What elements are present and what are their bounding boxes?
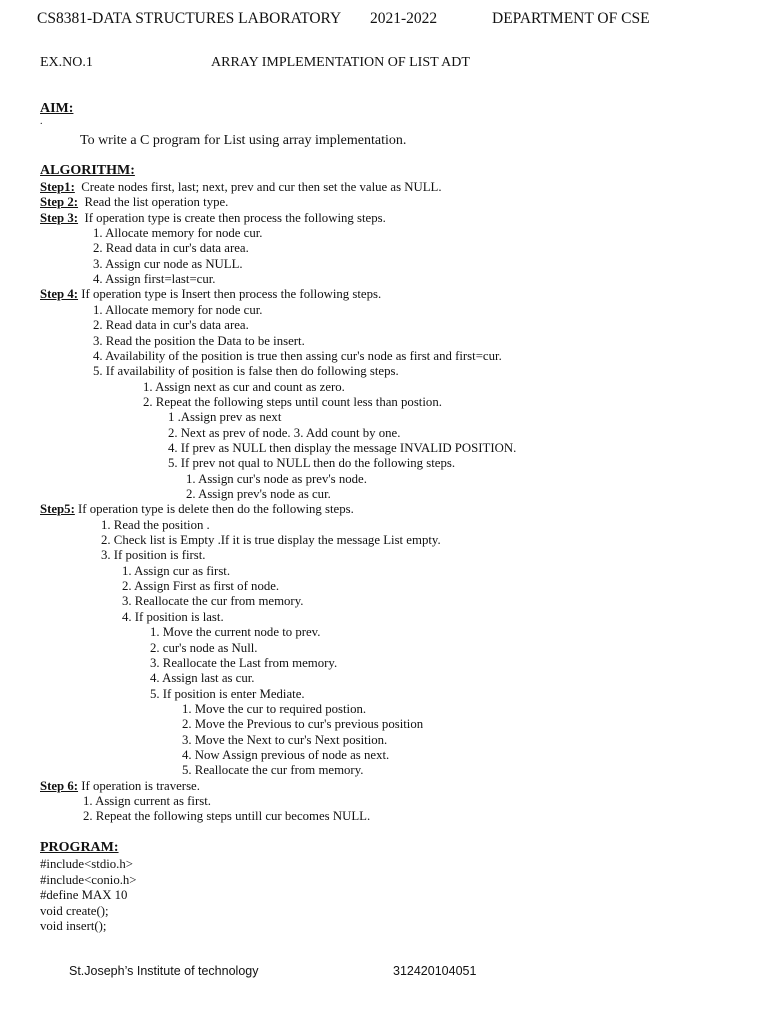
step-text: 2. Next as prev of node. 3. Add count by one. bbox=[168, 425, 401, 440]
algorithm-line bbox=[122, 579, 279, 594]
algorithm-line bbox=[40, 180, 442, 195]
algorithm-line bbox=[168, 456, 455, 471]
step-text: 2. Move the Previous to cur's previous position bbox=[182, 717, 424, 732]
algorithm-line bbox=[40, 502, 354, 517]
algorithm-line bbox=[150, 641, 258, 656]
algorithm-line bbox=[101, 533, 441, 548]
algorithm-line bbox=[40, 779, 200, 794]
department: DEPARTMENT OF CSE bbox=[492, 10, 650, 27]
algorithm-line bbox=[122, 610, 224, 625]
algorithm-line bbox=[122, 594, 303, 609]
algorithm-line bbox=[93, 226, 263, 241]
algorithm-line bbox=[186, 472, 367, 487]
step-label: Step1: bbox=[40, 180, 75, 194]
step-text: 5. Reallocate the cur from memory. bbox=[182, 763, 364, 778]
step-text: 4. Assign first=last=cur. bbox=[93, 272, 216, 287]
step-label: Step5: bbox=[40, 502, 75, 517]
step-text: 3. Read the position the Data to be insert. bbox=[93, 333, 305, 348]
step-label: Step 6: bbox=[40, 778, 79, 793]
algorithm-line bbox=[122, 564, 230, 579]
step-text: 4. Now Assign previous of node as next. bbox=[182, 747, 390, 762]
algorithm-line bbox=[168, 441, 516, 456]
algorithm-line bbox=[93, 257, 243, 272]
algorithm-line bbox=[186, 487, 331, 502]
algorithm-line bbox=[93, 318, 249, 333]
step-text: 2. Repeat the following steps until count less than postion. bbox=[143, 394, 442, 409]
step-text: 2. Read data in cur's data area. bbox=[93, 318, 249, 333]
algorithm-line bbox=[182, 763, 363, 778]
algorithm-line bbox=[182, 733, 387, 748]
step-text: 3. Move the Next to cur's Next position. bbox=[182, 732, 388, 747]
code-line: void create(); bbox=[40, 903, 109, 918]
step-text: 3. Reallocate the Last from memory. bbox=[150, 655, 338, 670]
footer-id: 312420104051 bbox=[393, 964, 477, 978]
algorithm-line bbox=[93, 241, 249, 256]
algorithm-line bbox=[93, 303, 263, 318]
step-text: 5. If position is enter Mediate. bbox=[150, 686, 305, 701]
algorithm-line bbox=[150, 671, 255, 686]
step-text: If operation type is create then process the following steps. bbox=[78, 210, 386, 225]
step-text: 3. Assign cur node as NULL. bbox=[93, 256, 243, 271]
algorithm-line bbox=[143, 380, 345, 395]
footer-institute: St.Joseph’s Institute of technology bbox=[69, 964, 259, 978]
step-text: 1. Move the cur to required postion. bbox=[182, 701, 367, 716]
step-text: If operation type is delete then do the following steps. bbox=[74, 502, 354, 517]
step-text: 2. cur's node as Null. bbox=[150, 640, 258, 655]
step-label: Step 4: bbox=[40, 287, 79, 302]
algorithm-line bbox=[168, 410, 281, 425]
algorithm-line bbox=[101, 518, 210, 533]
algorithm-line bbox=[93, 349, 502, 364]
code-line: #define MAX 10 bbox=[40, 888, 128, 902]
exercise-number: EX.NO.1 bbox=[40, 55, 93, 70]
step-text: If operation is traverse. bbox=[78, 778, 200, 793]
course-header: CS8381-DATA STRUCTURES LABORATORY bbox=[37, 10, 342, 27]
algorithm-line bbox=[93, 272, 216, 287]
step-text: If operation type is Insert then process the following steps. bbox=[78, 287, 382, 302]
step-text: 2. Assign First as first of node. bbox=[122, 579, 280, 594]
step-text: Create nodes first, last; next, prev and cur then set the value as NULL. bbox=[74, 180, 442, 194]
step-text: 1. Assign next as cur and count as zero. bbox=[143, 379, 345, 394]
step-text: 1. Read the position . bbox=[101, 517, 210, 532]
algorithm-line bbox=[182, 702, 366, 717]
step-text: 1. Allocate memory for node cur. bbox=[93, 226, 263, 241]
program-heading: PROGRAM: bbox=[40, 840, 119, 855]
algorithm-line bbox=[40, 211, 386, 226]
algorithm-line bbox=[93, 334, 305, 349]
code-line: void insert(); bbox=[40, 919, 107, 933]
step-text: 4. Assign last as cur. bbox=[150, 671, 255, 686]
step-text: 4. Availability of the position is true then assing cur's node as first and first=cur. bbox=[93, 348, 502, 363]
academic-year: 2021-2022 bbox=[370, 10, 438, 27]
algorithm-line bbox=[40, 287, 381, 302]
algorithm-line bbox=[182, 717, 423, 732]
step-text: 2. Check list is Empty .If it is true display the message List empty. bbox=[101, 533, 441, 548]
aim-mark: . bbox=[40, 116, 43, 127]
algorithm-line bbox=[150, 687, 305, 702]
aim-heading: AIM: bbox=[40, 101, 74, 116]
step-text: 1 .Assign prev as next bbox=[168, 410, 282, 425]
step-text: 3. Reallocate the cur from memory. bbox=[122, 594, 304, 609]
algorithm-heading: ALGORITHM: bbox=[40, 163, 135, 178]
step-text: 5. If prev not qual to NULL then do the following steps. bbox=[168, 456, 456, 471]
step-text: 1. Assign cur as first. bbox=[122, 563, 231, 578]
algorithm-line bbox=[150, 656, 337, 671]
algorithm-line bbox=[83, 809, 370, 824]
step-text: 5. If availability of position is false then do following steps. bbox=[93, 364, 399, 379]
step-text: 4. If position is last. bbox=[122, 609, 224, 624]
step-text: 1. Allocate memory for node cur. bbox=[93, 302, 263, 317]
code-line: #include<stdio.h> bbox=[40, 857, 133, 871]
algorithm-line bbox=[150, 625, 320, 640]
aim-text: To write a C program for List using array implementation. bbox=[80, 133, 407, 148]
step-text: 2. Assign prev's node as cur. bbox=[186, 487, 331, 501]
algorithm-line bbox=[168, 426, 400, 441]
step-label: Step 2: bbox=[40, 195, 79, 210]
algorithm-line bbox=[182, 748, 389, 763]
step-text: 2. Repeat the following steps untill cur becomes NULL. bbox=[83, 809, 371, 824]
algorithm-line bbox=[83, 794, 211, 809]
algorithm-line bbox=[101, 548, 206, 563]
step-text: 4. If prev as NULL then display the message INVALID POSITION. bbox=[168, 440, 517, 455]
step-text: 1. Assign cur's node as prev's node. bbox=[186, 471, 367, 486]
step-label: Step 3: bbox=[40, 210, 79, 225]
step-text: 3. If position is first. bbox=[101, 548, 206, 563]
exercise-title: ARRAY IMPLEMENTATION OF LIST ADT bbox=[211, 55, 470, 70]
step-text: Read the list operation type. bbox=[78, 195, 229, 210]
step-text: 1. Move the current node to prev. bbox=[150, 625, 321, 640]
code-line: #include<conio.h> bbox=[40, 872, 137, 887]
algorithm-line bbox=[143, 395, 442, 410]
algorithm-line bbox=[40, 195, 228, 210]
algorithm-line bbox=[93, 364, 399, 379]
step-text: 1. Assign current as first. bbox=[83, 794, 211, 808]
step-text: 2. Read data in cur's data area. bbox=[93, 241, 249, 256]
